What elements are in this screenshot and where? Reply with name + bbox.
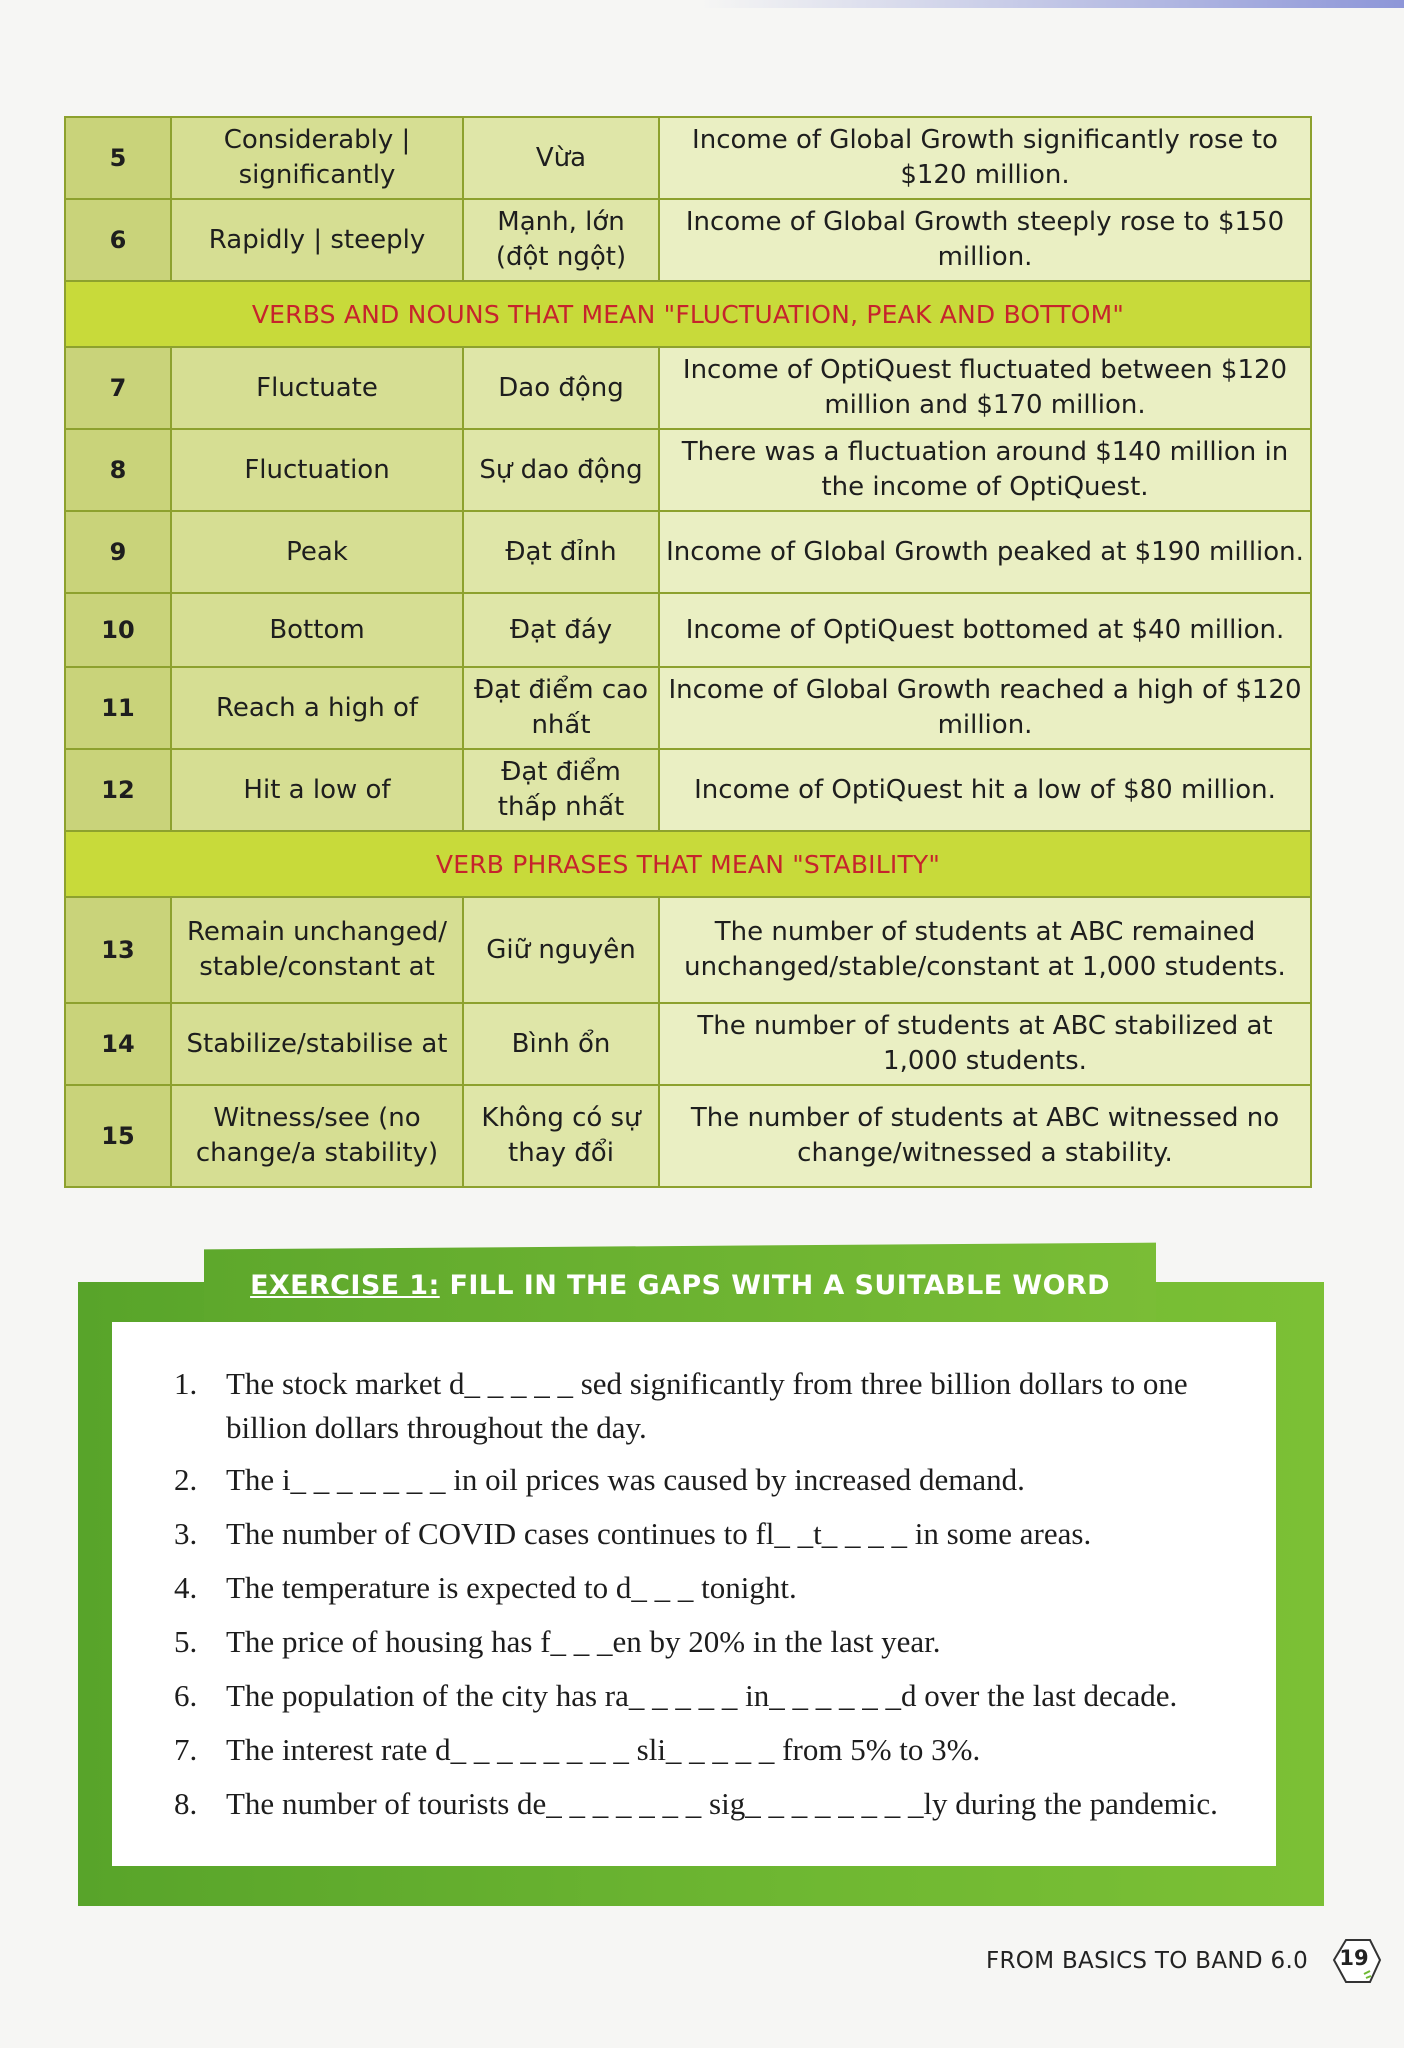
exercise-item bbox=[170, 1728, 1270, 1772]
exercise-list bbox=[170, 1362, 1270, 1836]
exercise-item-text: The number of COVID cases continues to fl_ _t_ _ _ _ in some areas. bbox=[226, 1516, 1092, 1551]
exercise-item-text: The population of the city has ra_ _ _ _ _ in_ _ _ _ _ _d over the last decade. bbox=[226, 1678, 1178, 1713]
row-number: 9 bbox=[65, 511, 171, 593]
vietnamese-meaning: Mạnh, lớn (đột ngột) bbox=[463, 199, 659, 281]
row-number: 12 bbox=[65, 749, 171, 831]
example-sentence: Income of OptiQuest fluctuated between $120 million and $170 million. bbox=[659, 347, 1311, 429]
exercise-item-number: 2. bbox=[174, 1462, 198, 1497]
exercise-item-number: 6. bbox=[174, 1678, 198, 1713]
english-term: Hit a low of bbox=[171, 749, 463, 831]
exercise-item-text: The interest rate d_ _ _ _ _ _ _ _ sli_ _ _ _ _ from 5% to 3%. bbox=[226, 1732, 981, 1767]
section-header: VERBS AND NOUNS THAT MEAN "FLUCTUATION, PEAK AND BOTTOM" bbox=[65, 281, 1311, 347]
exercise-item-text: The stock market d_ _ _ _ _ sed significantly from three billion dollars to one billion dollars throughout the day. bbox=[226, 1366, 1188, 1445]
vietnamese-meaning: Đạt điểm thấp nhất bbox=[463, 749, 659, 831]
table-row bbox=[65, 593, 1311, 667]
exercise-item-number: 1. bbox=[174, 1366, 198, 1401]
vietnamese-meaning: Dao động bbox=[463, 347, 659, 429]
table-row bbox=[65, 199, 1311, 281]
row-number: 15 bbox=[65, 1085, 171, 1187]
exercise-item-text: The temperature is expected to d_ _ _ tonight. bbox=[226, 1570, 797, 1605]
exercise-item-text: The number of tourists de_ _ _ _ _ _ _ sig_ _ _ _ _ _ _ _ly during the pandemic. bbox=[226, 1786, 1218, 1821]
vietnamese-meaning: Vừa bbox=[463, 117, 659, 199]
section-header: VERB PHRASES THAT MEAN "STABILITY" bbox=[65, 831, 1311, 897]
table-row bbox=[65, 429, 1311, 511]
exercise-item bbox=[170, 1512, 1270, 1556]
exercise-item-number: 4. bbox=[174, 1570, 198, 1605]
vietnamese-meaning: Đạt đỉnh bbox=[463, 511, 659, 593]
vietnamese-meaning: Đạt đáy bbox=[463, 593, 659, 667]
page-number: 19 bbox=[1339, 1946, 1369, 1970]
row-number: 6 bbox=[65, 199, 171, 281]
exercise-item-text: The price of housing has f_ _ _en by 20% in the last year. bbox=[226, 1624, 941, 1659]
table-row bbox=[65, 347, 1311, 429]
example-sentence: Income of Global Growth significantly rose to $120 million. bbox=[659, 117, 1311, 199]
vietnamese-meaning: Không có sự thay đổi bbox=[463, 1085, 659, 1187]
exercise-item-number: 3. bbox=[174, 1516, 198, 1551]
exercise-item-number: 7. bbox=[174, 1732, 198, 1767]
example-sentence: The number of students at ABC witnessed no change/witnessed a stability. bbox=[659, 1085, 1311, 1187]
english-term: Considerably | significantly bbox=[171, 117, 463, 199]
book-title: FROM BASICS TO BAND 6.0 bbox=[986, 1948, 1309, 1974]
exercise-title-rest: FILL IN THE GAPS WITH A SUITABLE WORD bbox=[439, 1270, 1110, 1301]
row-number: 11 bbox=[65, 667, 171, 749]
vietnamese-meaning: Bình ổn bbox=[463, 1003, 659, 1085]
table-row bbox=[65, 749, 1311, 831]
example-sentence: There was a fluctuation around $140 million in the income of OptiQuest. bbox=[659, 429, 1311, 511]
example-sentence: Income of Global Growth peaked at $190 million. bbox=[659, 511, 1311, 593]
english-term: Rapidly | steeply bbox=[171, 199, 463, 281]
english-term: Bottom bbox=[171, 593, 463, 667]
english-term: Fluctuation bbox=[171, 429, 463, 511]
table-row bbox=[65, 117, 1311, 199]
english-term: Remain unchanged/ stable/constant at bbox=[171, 897, 463, 1003]
english-term: Peak bbox=[171, 511, 463, 593]
exercise-item-number: 8. bbox=[174, 1786, 198, 1821]
exercise-item bbox=[170, 1674, 1270, 1718]
english-term: Reach a high of bbox=[171, 667, 463, 749]
vietnamese-meaning: Sự dao động bbox=[463, 429, 659, 511]
top-edge-strip bbox=[700, 0, 1404, 8]
exercise-title-prefix: EXERCISE 1: bbox=[250, 1270, 440, 1301]
example-sentence: Income of OptiQuest hit a low of $80 million. bbox=[659, 749, 1311, 831]
table-row bbox=[65, 667, 1311, 749]
example-sentence: Income of Global Growth steeply rose to $150 million. bbox=[659, 199, 1311, 281]
english-term: Witness/see (no change/a stability) bbox=[171, 1085, 463, 1187]
example-sentence: The number of students at ABC stabilized at 1,000 students. bbox=[659, 1003, 1311, 1085]
example-sentence: Income of Global Growth reached a high of $120 million. bbox=[659, 667, 1311, 749]
table-row bbox=[65, 511, 1311, 593]
exercise-item bbox=[170, 1566, 1270, 1610]
row-number: 14 bbox=[65, 1003, 171, 1085]
table-row bbox=[65, 1085, 1311, 1187]
row-number: 10 bbox=[65, 593, 171, 667]
english-term: Stabilize/stabilise at bbox=[171, 1003, 463, 1085]
exercise-title bbox=[204, 1270, 1156, 1301]
row-number: 5 bbox=[65, 117, 171, 199]
exercise-item bbox=[170, 1620, 1270, 1664]
section-header-row bbox=[65, 831, 1311, 897]
table-row bbox=[65, 897, 1311, 1003]
section-header-row bbox=[65, 281, 1311, 347]
vietnamese-meaning: Giữ nguyên bbox=[463, 897, 659, 1003]
example-sentence: The number of students at ABC remained unchanged/stable/constant at 1,000 students. bbox=[659, 897, 1311, 1003]
exercise-item-number: 5. bbox=[174, 1624, 198, 1659]
exercise-item-text: The i_ _ _ _ _ _ _ in oil prices was caused by increased demand. bbox=[226, 1462, 1025, 1497]
table-row bbox=[65, 1003, 1311, 1085]
vocabulary-table bbox=[64, 116, 1312, 1188]
english-term: Fluctuate bbox=[171, 347, 463, 429]
exercise-item bbox=[170, 1362, 1270, 1450]
exercise-item bbox=[170, 1782, 1270, 1826]
row-number: 8 bbox=[65, 429, 171, 511]
exercise-item bbox=[170, 1458, 1270, 1502]
example-sentence: Income of OptiQuest bottomed at $40 million. bbox=[659, 593, 1311, 667]
row-number: 13 bbox=[65, 897, 171, 1003]
row-number: 7 bbox=[65, 347, 171, 429]
vietnamese-meaning: Đạt điểm cao nhất bbox=[463, 667, 659, 749]
